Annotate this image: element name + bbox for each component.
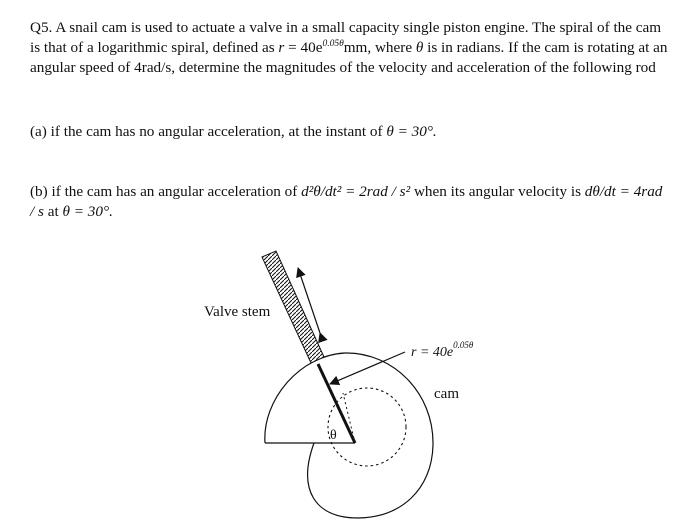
cam-profile [265, 353, 433, 518]
part-b: (b) if the cam has an angular acceleration of d²θ/dt² = 2rad / s² when its angular velocity is dθ/dt = 4rad / s at θ = 30°. [30, 183, 663, 220]
question-text: Q5. A snail cam is used to actuate a valve in a small capacity single piston engine. The spiral of the cam is that of a logarithmic spiral, defined as $r = 40e^{0.05\theta}mm$, where θ is in radians. If the cam is rotating at an angular speed of 4rad/s, determine the magnitudes of the velocity and acceleration of the following rod [30, 19, 668, 76]
valve-stem-label: Valve stem [204, 304, 271, 320]
part-a: (a) if the cam has no angular acceleration, at the instant of θ = 30°. [30, 123, 437, 140]
r-equation-label: $r = 40e^{0.05\theta}$ [411, 340, 474, 360]
inner-dotted-circle [328, 388, 406, 466]
valve-stem [262, 251, 324, 363]
cam-label: cam [434, 386, 459, 402]
theta-label: θ [330, 428, 337, 443]
